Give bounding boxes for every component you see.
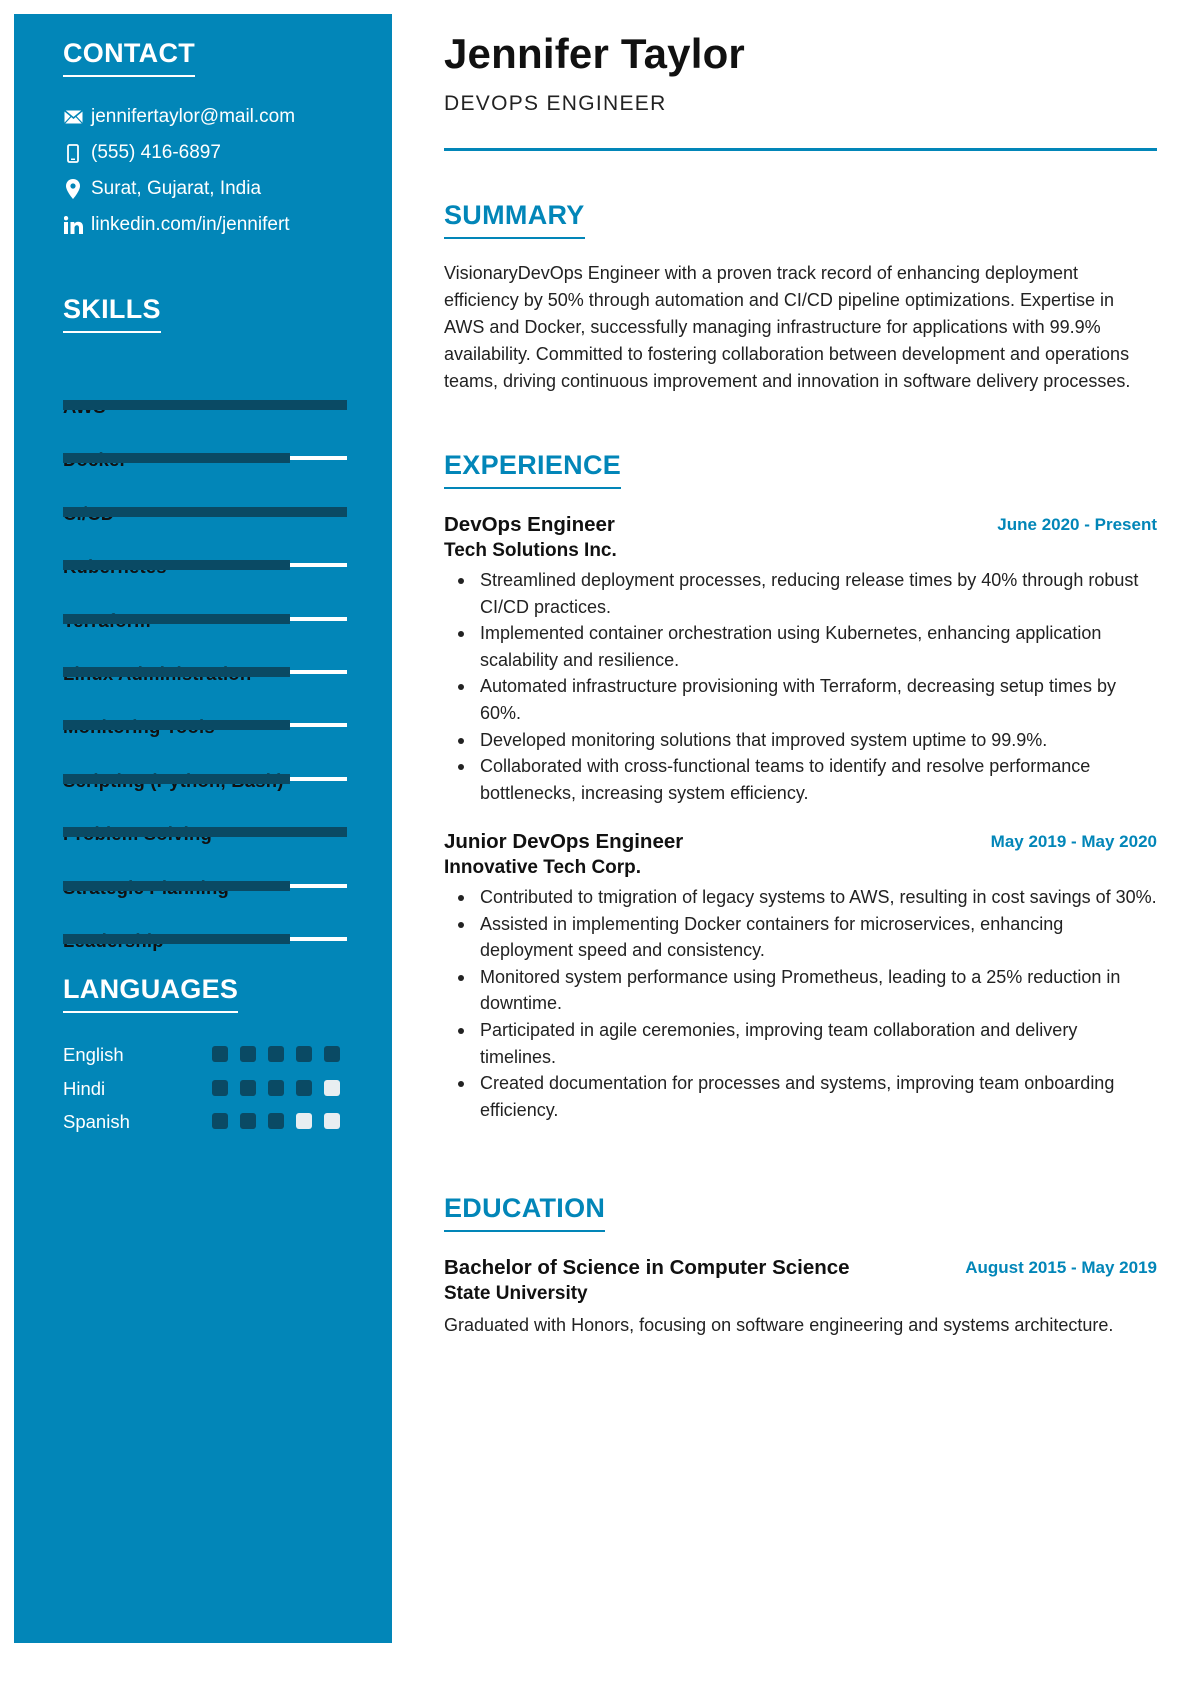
rating-dot <box>296 1080 312 1096</box>
list-item: Developed monitoring solutions that improved system uptime to 99.9%. <box>480 727 1157 754</box>
contact-heading: CONTACT <box>63 38 195 77</box>
contact-location <box>63 178 261 200</box>
language-rating <box>212 1046 340 1062</box>
contact-linkedin-text: linkedin.com/in/jennifert <box>91 214 290 235</box>
skill-level-bar <box>63 614 347 624</box>
education-degree: Bachelor of Science in Computer Science <box>444 1256 850 1279</box>
language-name: English <box>63 1044 124 1065</box>
list-item: Collaborated with cross-functional teams to identify and resolve performance bottlenecks, increasing system efficiency. <box>480 753 1157 806</box>
list-item: Monitored system performance using Prometheus, leading to a 25% reduction in downtime. <box>480 964 1157 1017</box>
contact-phone-text: (555) 416-6897 <box>91 142 221 163</box>
education-school: State University <box>444 1283 588 1304</box>
person-name: Jennifer Taylor <box>444 30 745 77</box>
rating-dot <box>324 1080 340 1096</box>
map-pin-icon <box>63 179 83 199</box>
skill-level-bar <box>63 400 347 410</box>
job-2-company: Innovative Tech Corp. <box>444 857 642 878</box>
skill-level-bar <box>63 667 347 677</box>
education-description: Graduated with Honors, focusing on software engineering and systems architecture. <box>444 1315 1114 1335</box>
languages-heading: LANGUAGES <box>63 974 238 1013</box>
rating-dot <box>324 1046 340 1062</box>
job-title-header: DEVOPS ENGINEER <box>444 92 667 115</box>
experience-heading: EXPERIENCE <box>444 450 621 489</box>
language-item <box>63 1111 347 1135</box>
rating-dot <box>212 1080 228 1096</box>
list-item: Contributed to tmigration of legacy systems to AWS, resulting in cost savings of 30%. <box>480 884 1157 911</box>
list-item: Participated in agile ceremonies, improving team collaboration and delivery timelines. <box>480 1017 1157 1070</box>
rating-dot <box>296 1046 312 1062</box>
language-rating <box>212 1113 340 1129</box>
phone-icon <box>63 143 83 163</box>
job-1-company: Tech Solutions Inc. <box>444 540 617 561</box>
list-item: Automated infrastructure provisioning with Terraform, decreasing setup times by 60%. <box>480 673 1157 726</box>
skill-level-bar <box>63 560 347 570</box>
job-2-title: Junior DevOps Engineer <box>444 830 684 853</box>
language-item <box>63 1044 347 1068</box>
skill-level-bar <box>63 720 347 730</box>
skills-heading: SKILLS <box>63 294 161 333</box>
skill-level-bar <box>63 774 347 784</box>
education-heading: EDUCATION <box>444 1193 605 1232</box>
envelope-icon <box>63 107 83 127</box>
linkedin-icon <box>63 215 83 235</box>
skill-level-bar <box>63 507 347 517</box>
rating-dot <box>240 1046 256 1062</box>
skill-level-bar <box>63 934 347 944</box>
job-2-bullets <box>444 884 1157 1123</box>
sidebar <box>14 14 392 1643</box>
rating-dot <box>240 1080 256 1096</box>
contact-location-text: Surat, Gujarat, India <box>91 178 262 199</box>
summary-heading: SUMMARY <box>444 200 585 239</box>
rating-dot <box>268 1113 284 1129</box>
job-2-dates: May 2019 - May 2020 <box>990 832 1157 851</box>
language-rating <box>212 1080 340 1096</box>
education-dates: August 2015 - May 2019 <box>965 1258 1157 1277</box>
list-item: Implemented container orchestration using Kubernetes, enhancing application scalability and resilience. <box>480 620 1157 673</box>
rating-dot <box>212 1046 228 1062</box>
list-item: Created documentation for processes and systems, improving team onboarding efficiency. <box>480 1070 1157 1123</box>
summary-text: VisionaryDevOps Engineer with a proven track record of enhancing deployment efficiency by 50% through automation and CI/CD pipeline optimizations. Expertise in AWS and Docker, successfully managing infrastructure for applications with 99.9% availability. Committed to fostering collaboration between development and operations teams, driving continuous improvement and innovation in software delivery processes. <box>444 263 1131 391</box>
rating-dot <box>240 1113 256 1129</box>
rating-dot <box>324 1113 340 1129</box>
job-1-bullets <box>444 567 1157 806</box>
contact-linkedin[interactable] <box>63 214 290 236</box>
contact-phone[interactable] <box>63 142 221 164</box>
skill-level-bar <box>63 881 347 891</box>
rating-dot <box>268 1046 284 1062</box>
language-item <box>63 1078 347 1102</box>
header-divider <box>444 148 1157 151</box>
list-item: Streamlined deployment processes, reducing release times by 40% through robust CI/CD practices. <box>480 567 1157 620</box>
language-name: Hindi <box>63 1077 106 1099</box>
rating-dot <box>212 1113 228 1129</box>
job-1-title: DevOps Engineer <box>444 513 615 536</box>
rating-dot <box>268 1080 284 1096</box>
contact-email-text: jennifertaylor@mail.com <box>91 106 296 127</box>
contact-email[interactable] <box>63 106 295 128</box>
language-name: Spanish <box>63 1111 130 1132</box>
rating-dot <box>296 1113 312 1129</box>
skill-level-bar <box>63 827 347 837</box>
list-item: Assisted in implementing Docker containers for microservices, enhancing deployment speed and consistency. <box>480 911 1157 964</box>
skill-level-bar <box>63 453 347 463</box>
job-1-dates: June 2020 - Present <box>997 515 1157 534</box>
